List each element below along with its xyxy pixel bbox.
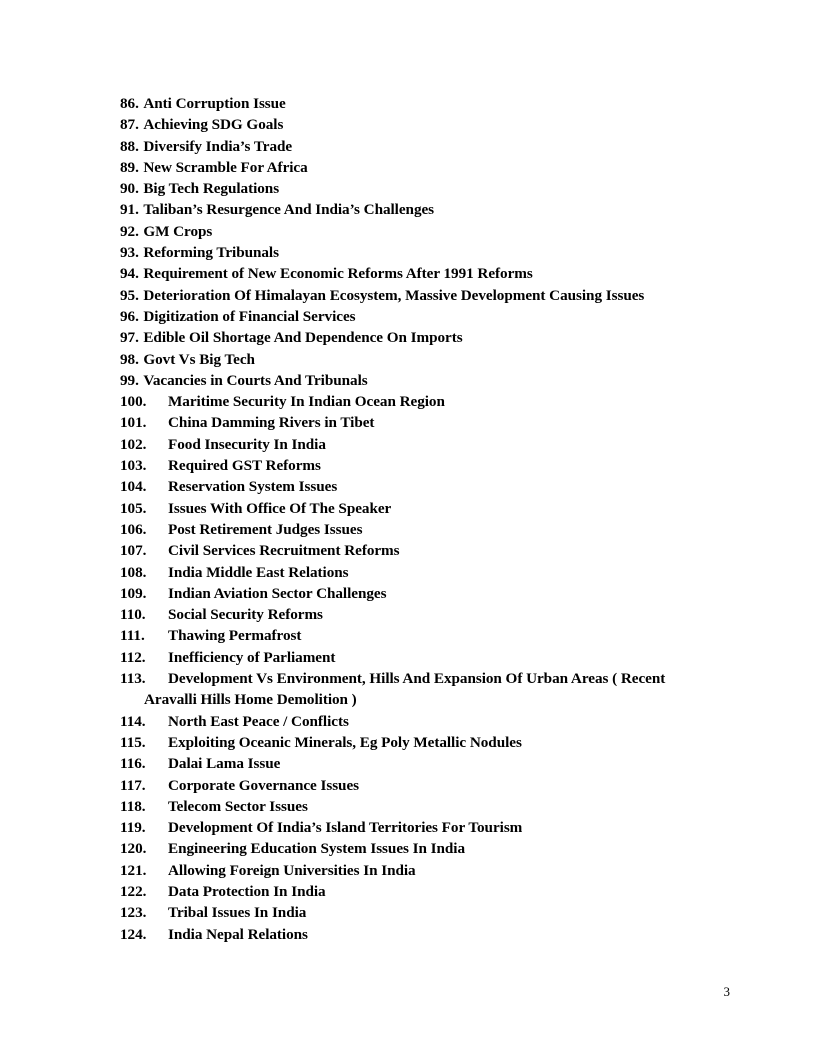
list-item-number: 115. [120, 733, 146, 751]
list-item-number: 110. [120, 606, 146, 624]
list-item-number: 98. [120, 350, 139, 368]
list-item [120, 732, 720, 753]
list-item-text: Engineering Education System Issues In India [168, 840, 465, 858]
list-item-text: Edible Oil Shortage And Dependence On Imports [143, 329, 463, 347]
list-item [120, 285, 720, 306]
list-item-number: 111. [120, 627, 145, 645]
list-item [120, 562, 720, 583]
list-item [120, 796, 720, 817]
list-item [120, 349, 720, 370]
list-item-text: Post Retirement Judges Issues [168, 520, 363, 538]
list-item-number: 92. [120, 222, 139, 240]
list-item [120, 412, 720, 433]
list-item-text: Requirement of New Economic Reforms After 1991 Reforms [143, 265, 533, 283]
list-item [120, 114, 720, 135]
list-item-text: Govt Vs Big Tech [143, 350, 255, 368]
list-item-number: 119. [120, 819, 146, 837]
list-item-text: Dalai Lama Issue [168, 755, 281, 773]
list-item-text: Exploiting Oceanic Minerals, Eg Poly Metallic Nodules [168, 733, 522, 751]
list-item-text: Data Protection In India [168, 882, 326, 900]
list-item-text: GM Crops [143, 222, 213, 240]
list-item-number: 95. [120, 286, 139, 304]
list-item-text: Reforming Tribunals [143, 244, 279, 262]
list-item-number: 113. [120, 670, 146, 688]
list-item-number: 101. [120, 414, 147, 432]
list-item [120, 199, 720, 220]
list-item-number: 86. [120, 95, 139, 112]
list-item [120, 860, 720, 881]
list-item-text: Inefficiency of Parliament [168, 648, 336, 666]
list-item [120, 902, 720, 923]
list-item [120, 178, 720, 199]
list-item-text: China Damming Rivers in Tibet [168, 414, 375, 432]
list-item-text: Reservation System Issues [168, 478, 338, 496]
list-item-number: 94. [120, 265, 139, 283]
list-item-number: 123. [120, 904, 147, 922]
list-item-number: 88. [120, 137, 139, 155]
list-item-number: 103. [120, 457, 147, 475]
list-item [120, 711, 720, 732]
list-item-text: New Scramble For Africa [143, 158, 308, 176]
list-item-number: 112. [120, 648, 146, 666]
list-item-number: 102. [120, 435, 147, 453]
list-item-text: Achieving SDG Goals [143, 116, 284, 134]
list-item [120, 306, 720, 327]
list-item-text: Tribal Issues In India [168, 904, 307, 922]
list-item-text: Vacancies in Courts And Tribunals [143, 371, 368, 389]
list-item-text: Indian Aviation Sector Challenges [168, 584, 387, 602]
list-item [120, 157, 720, 178]
list-item [120, 455, 720, 476]
list-item [120, 753, 720, 774]
list-item-text: Big Tech Regulations [143, 180, 280, 198]
list-item-number: 89. [120, 158, 139, 176]
list-item-number: 96. [120, 307, 139, 325]
list-item-number: 99. [120, 371, 139, 389]
list-item-text: India Middle East Relations [168, 563, 349, 581]
list-item-number: 117. [120, 776, 146, 794]
list-item-number: 122. [120, 882, 147, 900]
list-item [120, 93, 720, 114]
list-item [120, 881, 720, 902]
list-item-number: 97. [120, 329, 139, 347]
list-item-number: 100. [120, 393, 147, 411]
list-item-text: Taliban’s Resurgence And India’s Challenges [143, 201, 435, 219]
list-item-number: 120. [120, 840, 147, 858]
list-item-text: Social Security Reforms [168, 606, 323, 624]
list-item-number: 90. [120, 180, 139, 198]
list-item-text: Digitization of Financial Services [143, 307, 356, 325]
list-item-number: 118. [120, 797, 146, 815]
list-item-text: Development Of India’s Island Territories For Tourism [168, 819, 523, 837]
list-item [120, 391, 720, 412]
list-item-text: Allowing Foreign Universities In India [168, 861, 416, 879]
list-item [120, 540, 720, 561]
list-item-number: 105. [120, 499, 147, 517]
list-item [120, 327, 720, 348]
list-item [120, 817, 720, 838]
list-item-number: 91. [120, 201, 139, 219]
list-item-text: Corporate Governance Issues [168, 776, 360, 794]
list-item-text: Telecom Sector Issues [168, 797, 308, 815]
list-item [120, 668, 720, 711]
list-item-text: India Nepal Relations [168, 925, 308, 943]
list-item-number: 106. [120, 520, 147, 538]
list-item-text: Diversify India’s Trade [143, 137, 293, 155]
list-item [120, 476, 720, 497]
list-item [120, 625, 720, 646]
list-item [120, 498, 720, 519]
list-item-text: Issues With Office Of The Speaker [168, 499, 392, 517]
list-item [120, 242, 720, 263]
list-item [120, 838, 720, 859]
topics-list [120, 93, 720, 945]
list-item [120, 221, 720, 242]
list-item-number: 109. [120, 584, 147, 602]
list-item-text: Required GST Reforms [168, 457, 321, 475]
list-item [120, 604, 720, 625]
list-item-text: Anti Corruption Issue [143, 95, 286, 112]
list-item-text: Maritime Security In Indian Ocean Region [168, 393, 445, 411]
list-item-number: 108. [120, 563, 147, 581]
list-item-text: North East Peace / Conflicts [168, 712, 349, 730]
list-item-number: 87. [120, 116, 139, 134]
list-item [120, 775, 720, 796]
list-item [120, 583, 720, 604]
list-item [120, 519, 720, 540]
list-item [120, 263, 720, 284]
list-item [120, 136, 720, 157]
list-item-text: Civil Services Recruitment Reforms [168, 542, 400, 560]
list-item-text: Food Insecurity In India [168, 435, 326, 453]
list-item-number: 114. [120, 712, 146, 730]
list-item [120, 434, 720, 455]
list-item [120, 370, 720, 391]
list-item-text: Development Vs Environment, Hills And Expansion Of Urban Areas ( Recent Aravalli Hills Home Demolition ) [144, 670, 666, 709]
list-item-number: 104. [120, 478, 147, 496]
page-number: 3 [723, 984, 730, 999]
list-item [120, 647, 720, 668]
list-item-number: 107. [120, 542, 147, 560]
list-item-text: Thawing Permafrost [168, 627, 302, 645]
list-item [120, 924, 720, 945]
list-item-number: 116. [120, 755, 146, 773]
list-item-number: 121. [120, 861, 147, 879]
list-item-number: 93. [120, 244, 139, 262]
list-item-number: 124. [120, 925, 147, 943]
list-item-text: Deterioration Of Himalayan Ecosystem, Massive Development Causing Issues [143, 286, 645, 304]
